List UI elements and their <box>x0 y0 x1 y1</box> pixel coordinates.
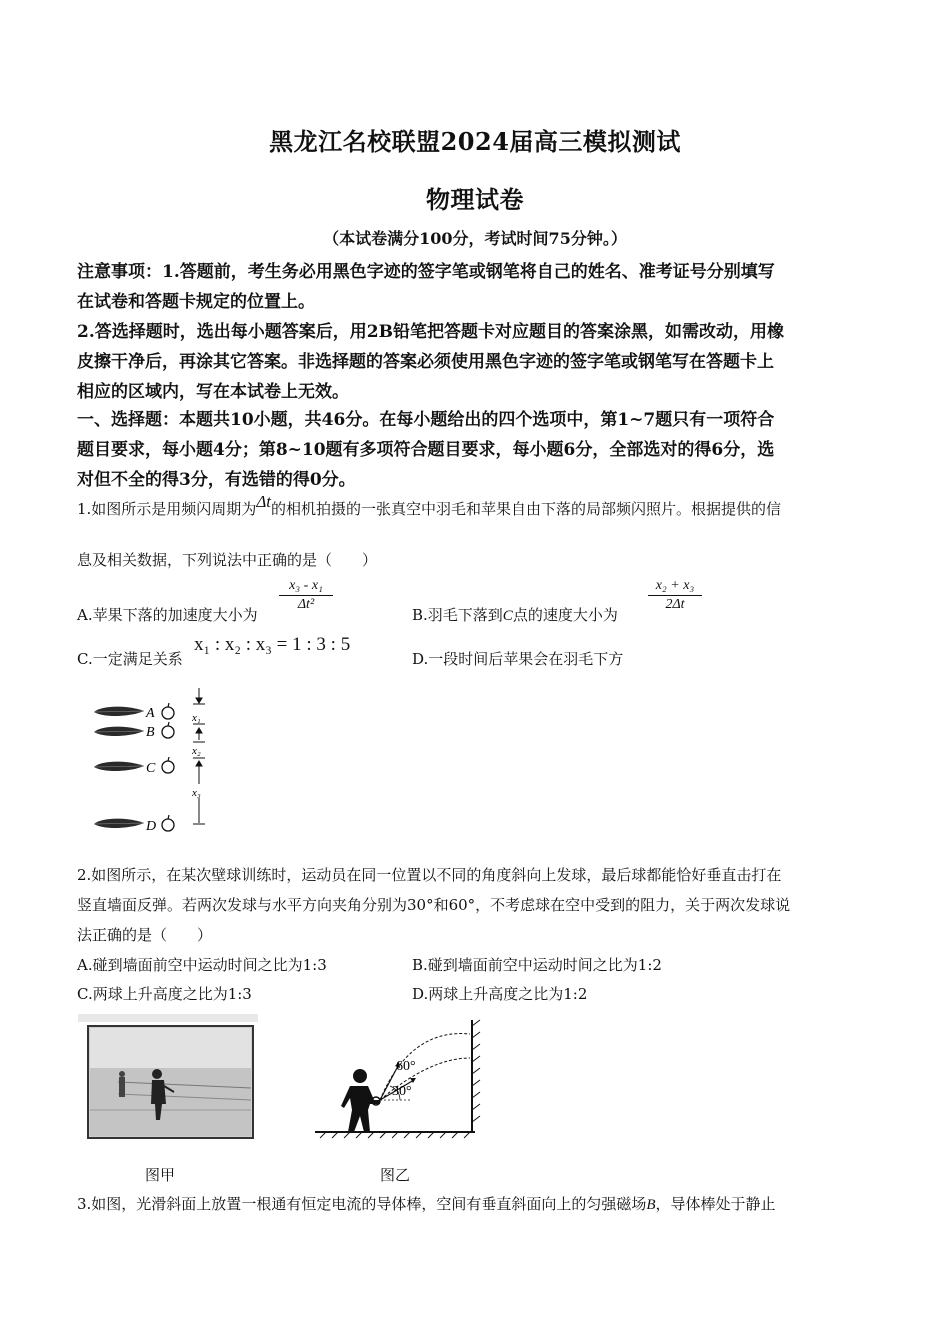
q2-stem-line-1: 2.如图所示，在某次壁球训练时，运动员在同一位置以不同的角度斜向上发球，最后球都能恰好垂直击打在 <box>77 866 782 884</box>
q1-option-b-fraction <box>648 578 702 613</box>
q3-stem-part-b: ，导体棒处于静止 <box>655 1195 776 1213</box>
score-note: （本试卷满分100分，考试时间75分钟。） <box>323 229 627 248</box>
q1-option-b-point: C <box>502 608 513 624</box>
q3-stem-part-a: 3.如图，光滑斜面上放置一根通有恒定电流的导体棒，空间有垂直斜面向上的匀强磁场 <box>77 1195 647 1213</box>
page-subtitle: 物理试卷 <box>426 185 524 214</box>
q1-stem-line-1 <box>77 492 782 519</box>
page-title: 黑龙江名校联盟2024届高三模拟测试 <box>269 127 681 156</box>
fraction-bar <box>279 595 333 596</box>
notes-line-5: 相应的区域内，写在本试卷上无效。 <box>77 382 349 402</box>
apple-icon <box>162 757 174 773</box>
q1-fig-label-c: C <box>146 761 156 776</box>
apple-icon <box>162 703 174 719</box>
q2-figure-caption-2: 图乙 <box>380 1166 411 1184</box>
fraction-bar <box>648 595 702 596</box>
q1-fig-dim-x2: x₂ <box>192 745 201 757</box>
q1-option-b-denominator: 2Δt <box>665 597 685 612</box>
q1-option-a-denominator: Δt² <box>297 597 315 612</box>
q2-stem-line-3: 法正确的是（ ） <box>77 926 213 944</box>
q2-option-b: B.碰到墙面前空中运动时间之比为1:2 <box>412 956 662 974</box>
notes-line-2: 在试卷和答题卡规定的位置上。 <box>77 292 315 312</box>
q1-figure <box>88 686 218 836</box>
q1-fig-label-b: B <box>146 725 155 740</box>
section1-line-1: 一、选择题：本题共10小题，共46分。在每小题给出的四个选项中，第1~7题只有一项符合 <box>77 410 775 430</box>
feather-icon <box>94 727 144 736</box>
player-silhouette-icon <box>119 1071 125 1097</box>
section1-line-3: 对但不全的得3分，有选错的得0分。 <box>77 470 356 490</box>
q1-option-c: C.一定满足关系 <box>77 650 183 668</box>
feather-icon <box>94 707 144 716</box>
q1-option-b-numerator: x₂ + x₃ <box>655 578 695 593</box>
q1-option-b <box>412 604 618 625</box>
q2-figure-photo <box>78 1012 258 1140</box>
angle-30-label: 30° <box>392 1084 412 1099</box>
section1-line-2: 题目要求，每小题4分；第8~10题有多项符合题目要求，每小题6分，全部选对的得6分，选 <box>77 440 775 460</box>
q1-fig-label-a: A <box>146 706 155 721</box>
feather-icon <box>94 762 144 771</box>
wall-hatch <box>472 1020 480 1122</box>
q1-stem-part-a: 1.如图所示是用频闪周期为 <box>77 500 257 518</box>
q1-option-a-fraction <box>279 578 333 613</box>
player-silhouette-icon <box>341 1069 380 1132</box>
notes-line-1: 注意事项：1.答题前，考生务必用黑色字迹的签字笔或钢笔将自己的姓名、准考证号分别填写 <box>77 262 775 282</box>
notes-line-4: 皮擦干净后，再涂其它答案。非选择题的答案必须使用黑色字迹的签字笔或钢笔写在答题卡上 <box>77 352 774 372</box>
q1-option-c-expression: x₁ : x₂ : x₃ = 1 : 3 : 5 <box>194 634 351 655</box>
q1-stem-line-2: 息及相关数据，下列说法中正确的是（ ） <box>77 551 378 569</box>
q1-option-b-part-a: B.羽毛下落到 <box>412 606 503 624</box>
q2-option-c: C.两球上升高度之比为1:3 <box>77 985 252 1003</box>
q1-stem-part-b: 的相机拍摄的一张真空中羽毛和苹果自由下落的局部频闪照片。根据提供的信 <box>271 500 782 518</box>
angle-60-label: 60° <box>396 1059 416 1074</box>
q2-figure-diagram <box>310 1018 490 1140</box>
q1-fig-dim-x1: x₁ <box>192 712 201 724</box>
q1-option-d: D.一段时间后苹果会在羽毛下方 <box>412 650 624 668</box>
q1-stem-dt: Δt <box>256 492 272 511</box>
apple-icon <box>162 722 174 738</box>
q2-option-a: A.碰到墙面前空中运动时间之比为1:3 <box>77 956 327 974</box>
feather-icon <box>94 819 144 828</box>
q3-stem-line-1 <box>77 1193 776 1214</box>
apple-icon <box>162 815 174 831</box>
q3-field-symbol: B <box>646 1197 656 1213</box>
q2-figure-caption-1: 图甲 <box>145 1166 176 1184</box>
q1-fig-label-d: D <box>146 819 157 834</box>
notes-line-3: 2.答选择题时，选出每小题答案后，用2B铅笔把答题卡对应题目的答案涂黑，如需改动，用橡 <box>77 322 784 342</box>
q1-option-a-numerator: x₃ - x₁ <box>289 578 323 593</box>
q2-option-d: D.两球上升高度之比为1:2 <box>412 985 588 1003</box>
q1-option-b-part-b: 点的速度大小为 <box>512 606 618 624</box>
q2-stem-line-2: 竖直墙面反弹。若两次发球与水平方向夹角分别为30°和60°，不考虑球在空中受到的阻力，关于两次发球说 <box>77 896 791 914</box>
q1-option-a: A.苹果下落的加速度大小为 <box>77 606 258 624</box>
q1-fig-dim-x3: x₃ <box>192 787 201 799</box>
